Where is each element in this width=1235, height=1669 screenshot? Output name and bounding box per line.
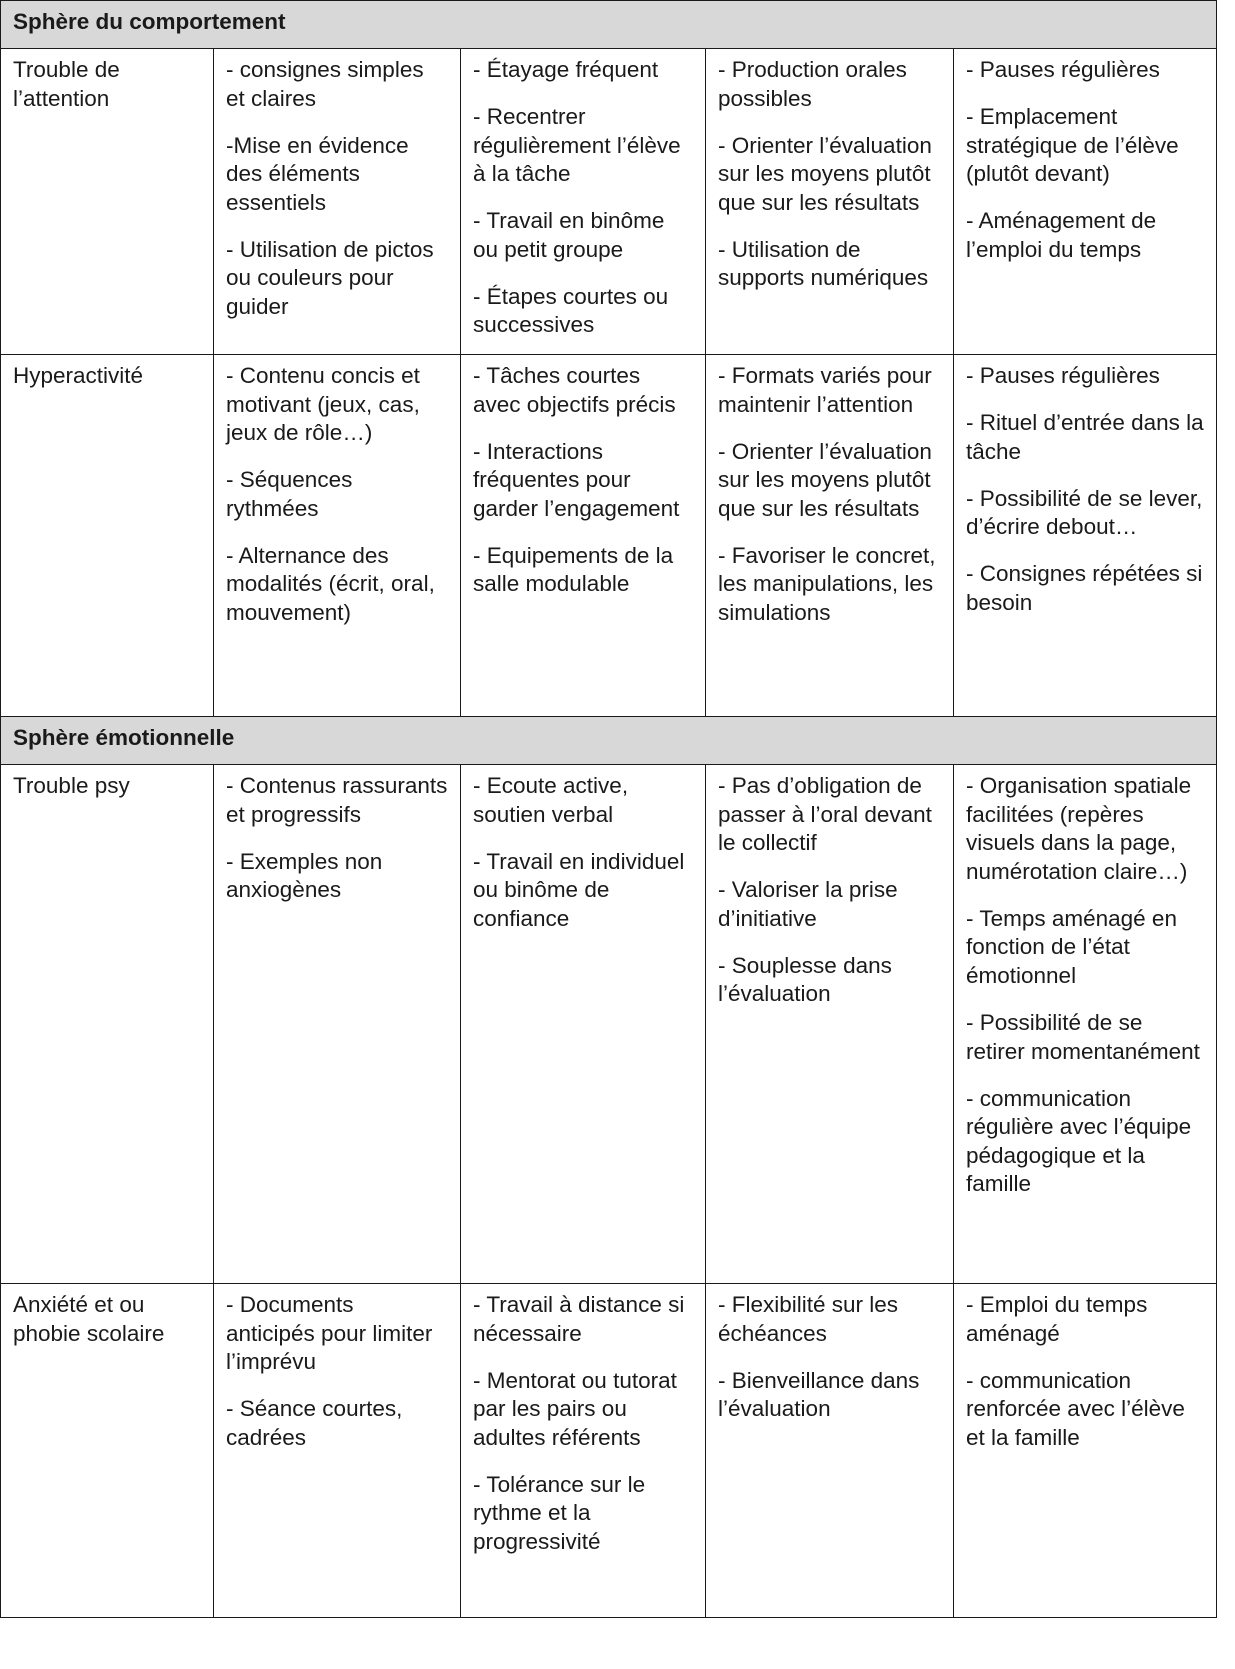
cell-item: - Orienter l’évaluation sur les moyens plutôt que sur les résultats bbox=[718, 438, 932, 521]
table-cell bbox=[214, 49, 461, 355]
cell-item: - Pauses régulières bbox=[966, 363, 1160, 388]
cell-item: - Utilisation de pictos ou couleurs pour guider bbox=[226, 236, 434, 319]
cell-item: - Alternance des modalités (écrit, oral, mouvement) bbox=[226, 542, 435, 625]
cell-item: - Pas d’obligation de passer à l’oral devant le collectif bbox=[718, 773, 932, 856]
table-row bbox=[1, 355, 1217, 717]
table-cell bbox=[954, 49, 1217, 355]
cell-item: - Possibilité de se lever, d’écrire debout… bbox=[966, 485, 1203, 540]
cell-item: - Orienter l’évaluation sur les moyens plutôt que sur les résultats bbox=[718, 132, 932, 215]
cell-item: - Favoriser le concret, les manipulations, les simulations bbox=[718, 542, 936, 625]
cell-item: - Emploi du temps aménagé bbox=[966, 1292, 1148, 1346]
cell-item: - Interactions fréquentes pour garder l’engagement bbox=[473, 438, 680, 521]
table-cell bbox=[214, 355, 461, 717]
cell-item: - communication renforcée avec l’élève et la famille bbox=[966, 1367, 1185, 1450]
cell-item: - Mentorat ou tutorat par les pairs ou adultes référents bbox=[473, 1367, 677, 1450]
cell-item: - Consignes répétées si besoin bbox=[966, 561, 1203, 615]
table-row bbox=[1, 49, 1217, 355]
cell-item: - Recentrer régulièrement l’élève à la tâche bbox=[473, 103, 681, 187]
cell-item: - Étapes courtes ou successives bbox=[473, 283, 669, 338]
table-row bbox=[1, 1284, 1217, 1618]
table-cell bbox=[954, 355, 1217, 717]
cell-item: - Souplesse dans l’évaluation bbox=[718, 952, 892, 1007]
cell-item: - Equipements de la salle modulable bbox=[473, 542, 674, 597]
cell-item: - Utilisation de supports numériques bbox=[718, 236, 929, 291]
table-row bbox=[1, 765, 1217, 1284]
row-label: Trouble de l’attention bbox=[1, 49, 214, 355]
table-cell bbox=[954, 1284, 1217, 1618]
cell-item: - Rituel d’entrée dans la tâche bbox=[966, 409, 1204, 464]
cell-item: - Organisation spatiale facilitées (repères visuels dans la page, numérotation claire…) bbox=[966, 773, 1192, 884]
cell-item: - Documents anticipés pour limiter l’imprévu bbox=[226, 1292, 433, 1375]
cell-item: - Tolérance sur le rythme et la progressivité bbox=[473, 1471, 646, 1554]
table-cell bbox=[706, 1284, 954, 1618]
cell-item: - Travail en binôme ou petit groupe bbox=[473, 208, 665, 262]
cell-item: - Flexibilité sur les échéances bbox=[718, 1292, 899, 1346]
cell-item: - Ecoute active, soutien verbal bbox=[473, 773, 629, 827]
table-cell bbox=[214, 1284, 461, 1618]
cell-item: - Séance courtes, cadrées bbox=[226, 1396, 403, 1450]
cell-item: - Étayage fréquent bbox=[473, 57, 659, 82]
table-cell bbox=[214, 765, 461, 1284]
cell-item: - Tâches courtes avec objectifs précis bbox=[473, 363, 676, 417]
section-title: Sphère émotionnelle bbox=[1, 717, 1217, 765]
cell-item: - communication régulière avec l’équipe pédagogique et la famille bbox=[966, 1085, 1192, 1197]
row-label: Hyperactivité bbox=[1, 355, 214, 717]
cell-item: - Séquences rythmées bbox=[226, 467, 353, 521]
cell-item: - Contenus rassurants et progressifs bbox=[226, 773, 448, 827]
section-title: Sphère du comportement bbox=[1, 1, 1217, 49]
table-cell bbox=[954, 765, 1217, 1284]
row-label: Trouble psy bbox=[1, 765, 214, 1284]
cell-item: - Production orales possibles bbox=[718, 57, 907, 111]
table-cell bbox=[461, 765, 706, 1284]
cell-item: - Pauses régulières bbox=[966, 57, 1160, 82]
cell-item: - Formats variés pour maintenir l’attention bbox=[718, 363, 932, 417]
cell-item: - consignes simples et claires bbox=[226, 57, 424, 111]
cell-item: - Valoriser la prise d’initiative bbox=[718, 877, 898, 931]
cell-item: - Exemples non anxiogènes bbox=[226, 848, 383, 903]
cell-item: -Mise en évidence des éléments essentiels bbox=[226, 132, 409, 215]
cell-item: - Temps aménagé en fonction de l’état émotionnel bbox=[966, 905, 1177, 988]
cell-item: - Aménagement de l’emploi du temps bbox=[966, 208, 1157, 262]
section-header-row bbox=[1, 717, 1217, 765]
table-cell bbox=[461, 1284, 706, 1618]
table-cell bbox=[706, 355, 954, 717]
cell-item: - Emplacement stratégique de l’élève (plutôt devant) bbox=[966, 103, 1179, 187]
cell-item: - Travail en individuel ou binôme de confiance bbox=[473, 848, 685, 931]
cell-item: - Possibilité de se retirer momentanément bbox=[966, 1009, 1200, 1064]
cell-item: - Bienveillance dans l’évaluation bbox=[718, 1367, 920, 1422]
table-cell bbox=[706, 765, 954, 1284]
cell-item: - Travail à distance si nécessaire bbox=[473, 1292, 685, 1346]
cell-item: - Contenu concis et motivant (jeux, cas, jeux de rôle…) bbox=[226, 363, 420, 446]
table-cell bbox=[461, 355, 706, 717]
table-cell bbox=[461, 49, 706, 355]
section-header-row bbox=[1, 1, 1217, 49]
row-label: Anxiété et ou phobie scolaire bbox=[1, 1284, 214, 1618]
table-cell bbox=[706, 49, 954, 355]
